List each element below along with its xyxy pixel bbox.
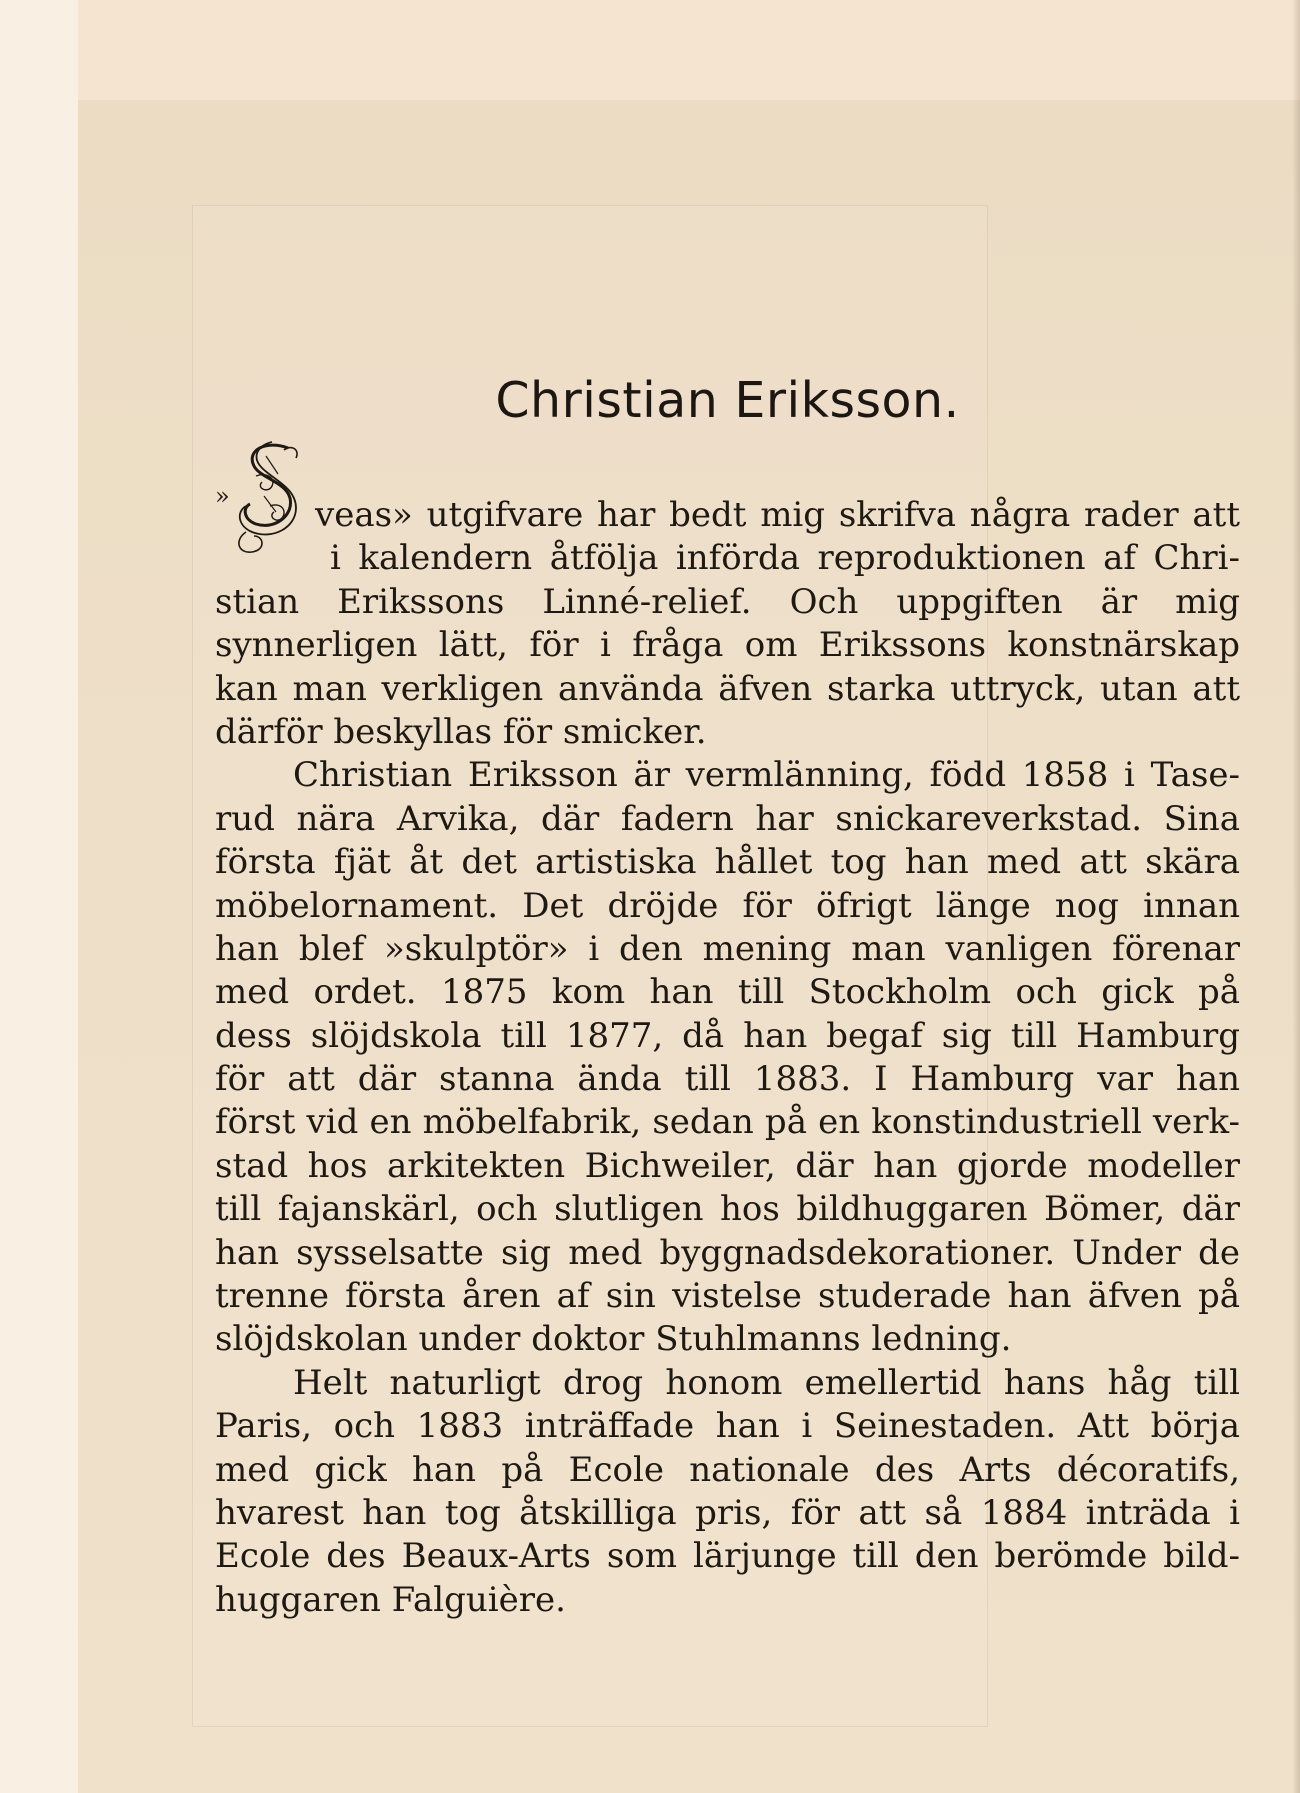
page-edge-shadow [1292, 0, 1300, 1793]
scan-margin [0, 0, 78, 1793]
text-line: synnerligen lätt, för i fråga om Erikssons konstnärskap [215, 625, 1240, 666]
opening-quote: » [215, 482, 230, 510]
text-line: möbelornament. Det dröjde för öfrigt länge nog innan [215, 885, 1240, 926]
text-line: han blef »skulptör» i den mening man vanligen förenar [215, 928, 1240, 969]
text-line: han sysselsatte sig med byggnadsdekorationer. Under de [215, 1232, 1240, 1273]
text-line: till fajanskärl, och slutligen hos bildhuggaren Bömer, där [215, 1189, 1240, 1230]
text-line: rud nära Arvika, där fadern har snickareverkstad. Sina [215, 798, 1240, 839]
text-line: huggaren Falguière. [215, 1579, 566, 1620]
article-title: Christian Eriksson. [495, 372, 960, 429]
text-line: första fjät åt det artistiska hållet tog han med att skära [215, 842, 1240, 883]
text-line: med ordet. 1875 kom han till Stockholm och gick på [215, 972, 1240, 1013]
text-line: stad hos arkitekten Bichweiler, där han gjorde modeller [215, 1145, 1240, 1186]
text-line: för att där stanna ända till 1883. I Hamburg var han [215, 1059, 1240, 1100]
text-line: Ecole des Beaux-Arts som lärjunge till den berömde bild- [215, 1536, 1240, 1577]
text-line: veas» utgifvare har bedt mig skrifva några rader att [315, 495, 1240, 535]
text-line: trenne första åren af sin vistelse studerade han äfven på [215, 1276, 1240, 1317]
text-line: slöjdskolan under doktor Stuhlmanns ledning. [215, 1319, 1012, 1360]
text-line: därför beskyllas för smicker. [215, 711, 707, 752]
text-line: först vid en möbelfabrik, sedan på en konstindustriell verk- [215, 1102, 1240, 1143]
text-line: i kalendern åtfölja införda reproduktionen af Chri- [330, 538, 1240, 579]
text-line: Helt naturligt drog honom emellertid hans håg till [293, 1362, 1240, 1403]
text-line: stian Erikssons Linné-relief. Och uppgiften är mig [215, 581, 1240, 622]
scan-top-band [78, 0, 1300, 100]
text-line: Christian Eriksson är vermlänning, född 1858 i Tase- [293, 755, 1240, 796]
text-line: med gick han på Ecole nationale des Arts décoratifs, [215, 1449, 1240, 1490]
text-line: Paris, och 1883 inträffade han i Seinestaden. Att börja [215, 1406, 1240, 1447]
text-line: dess slöjdskola till 1877, då han begaf sig till Hamburg [215, 1015, 1240, 1056]
article-body [215, 494, 1240, 1622]
text-line: kan man verkligen använda äfven starka uttryck, utan att [215, 668, 1240, 709]
text-line: hvarest han tog åtskilliga pris, för att så 1884 inträda i [215, 1492, 1240, 1533]
